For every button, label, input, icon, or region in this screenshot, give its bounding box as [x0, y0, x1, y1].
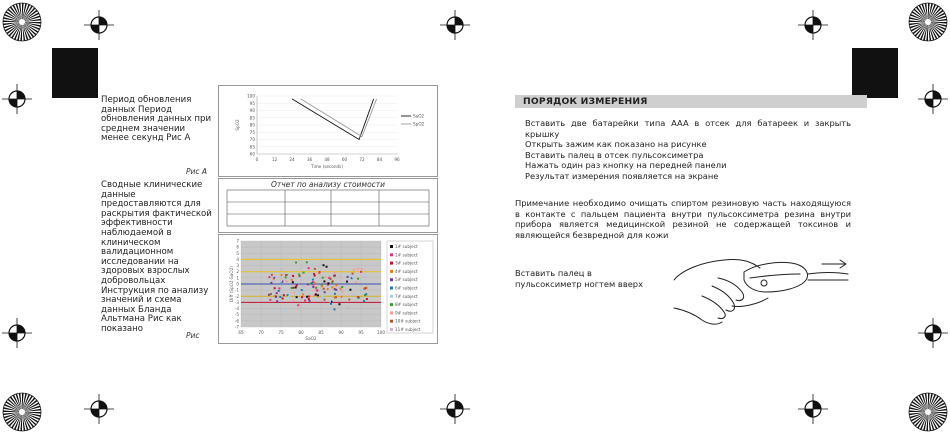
scatter-point: [313, 273, 315, 275]
y-tick-label: 60: [249, 151, 255, 157]
scatter-point: [334, 293, 336, 295]
legend-label: 7# subject: [395, 293, 418, 299]
scatter-point: [293, 299, 295, 301]
scatter-point: [355, 281, 357, 283]
scatter-point: [276, 300, 278, 302]
cleaning-note: Примечание необходимо очищать спиртом резиновую часть находящуюся в контакте с пальцем пациента внутри пульсоксиметра резина внутри прибора является медицинской резиной не содержащей токсинов и являющейся безвредной для кожи: [515, 198, 851, 240]
x-tick-label: 70: [258, 330, 264, 335]
scatter-point: [285, 276, 287, 278]
legend-swatch: [390, 303, 393, 306]
scatter-point: [280, 280, 282, 282]
step-1: Вставить две батарейки типа AAA в отсек для батареек и закрыть крышку: [525, 118, 851, 139]
scatter-point: [286, 280, 288, 282]
update-period-text: Период обновления данных Период обновления данных при среднем значении менее секунд Рис А: [101, 95, 212, 144]
y-tick-label: 7: [236, 238, 239, 244]
y-tick-label: 100: [247, 93, 255, 99]
scatter-point: [335, 284, 337, 286]
legend-label: 6# subject: [395, 285, 418, 291]
scatter-point: [292, 281, 294, 283]
scatter-point: [278, 290, 280, 292]
y-axis-label: Diff (SpO2-SaO2): [229, 266, 234, 302]
scatter-point: [272, 275, 274, 277]
bland-altman-chart: [218, 234, 438, 344]
scatter-point: [347, 307, 349, 309]
page-tab-right: [852, 48, 898, 98]
scatter-point: [353, 269, 355, 271]
scatter-point: [333, 275, 335, 277]
scatter-point: [274, 287, 276, 289]
scatter-point: [340, 296, 342, 298]
scatter-point: [306, 261, 308, 263]
table-title: Отчет по анализу стоимости: [270, 180, 386, 189]
legend-label: 4# subject: [395, 268, 418, 274]
scatter-point: [365, 293, 367, 295]
scatter-point: [308, 295, 310, 297]
sunburst-mark-top-left: [2, 2, 42, 42]
y-tick-label: 95: [249, 100, 255, 106]
x-tick-label: 48: [324, 157, 330, 162]
scatter-point: [281, 268, 283, 270]
scatter-point: [291, 279, 293, 281]
series-line-sao2: [292, 99, 374, 140]
scatter-point: [308, 267, 310, 269]
scatter-point: [323, 288, 325, 290]
y-tick-label: -2: [234, 293, 239, 299]
x-tick-label: 0: [255, 157, 259, 162]
scatter-point: [276, 292, 278, 294]
scatter-point: [268, 276, 270, 278]
x-tick-label: 96: [394, 157, 400, 162]
registration-mark-top-2: [798, 10, 828, 40]
scatter-point: [297, 292, 299, 294]
x-tick-label: 24: [289, 157, 295, 162]
scatter-point: [324, 291, 326, 293]
sunburst-mark-top-right: [908, 2, 948, 42]
scatter-point: [311, 263, 313, 265]
scatter-point: [326, 266, 328, 268]
scatter-point: [323, 299, 325, 301]
scatter-point: [315, 293, 317, 295]
y-tick-label: 3: [236, 263, 239, 269]
legend-swatch: [390, 270, 393, 273]
scatter-point: [280, 264, 282, 266]
y-tick-label: -3: [234, 299, 239, 305]
legend-swatch: [390, 278, 393, 281]
scatter-point: [361, 268, 363, 270]
x-tick-label: 72: [359, 157, 365, 162]
registration-mark-right-1: [918, 84, 948, 114]
scatter-point: [281, 274, 283, 276]
page-tab-left: [52, 48, 98, 98]
scatter-point: [331, 286, 333, 288]
scatter-point: [360, 271, 362, 273]
sunburst-mark-bottom-right: [908, 392, 948, 432]
bland-altman-chart-svg: [219, 235, 437, 343]
y-axis-label: SpO2: [235, 119, 240, 131]
scatter-point: [308, 300, 310, 302]
legend-label: 2# subject: [395, 252, 418, 258]
legend-swatch: [390, 287, 393, 290]
scatter-point: [270, 282, 272, 284]
y-tick-label: 80: [249, 122, 255, 128]
scatter-point: [304, 300, 306, 302]
y-tick-label: 0: [236, 281, 239, 287]
y-tick-label: 4: [236, 256, 239, 262]
scatter-point: [299, 277, 301, 279]
y-tick-label: 1: [236, 275, 239, 281]
scatter-point: [366, 298, 368, 300]
scatter-point: [295, 262, 297, 264]
scatter-point: [288, 295, 290, 297]
scatter-point: [301, 289, 303, 291]
x-tick-label: 36: [306, 157, 313, 162]
scatter-point: [323, 280, 325, 282]
registration-mark-top-1: [84, 10, 114, 40]
x-tick-label: 100: [377, 330, 385, 335]
legend-label: 1# subject: [395, 244, 418, 249]
scatter-point: [352, 276, 354, 278]
legend-label: 9# subject: [395, 310, 418, 316]
scatter-point: [322, 296, 324, 298]
y-tick-label: -7: [234, 324, 239, 330]
step-3: Вставить палец в отсек пульсоксиметра: [525, 149, 704, 160]
scatter-point: [334, 288, 336, 290]
registration-mark-bottom-1: [84, 394, 114, 424]
scatter-point: [357, 278, 359, 280]
scatter-point: [301, 296, 303, 298]
sunburst-mark-bottom-left: [2, 392, 42, 432]
scatter-point: [317, 294, 319, 296]
legend-swatch: [390, 320, 393, 323]
scatter-point: [328, 282, 330, 284]
registration-mark-left-1: [2, 84, 32, 114]
scatter-point: [282, 297, 284, 299]
scatter-point: [363, 276, 365, 278]
scatter-point: [357, 268, 359, 270]
scatter-point: [270, 293, 272, 295]
legend-swatch: [390, 253, 393, 256]
scatter-point: [311, 282, 313, 284]
x-tick-label: 90: [338, 330, 344, 335]
scatter-point: [291, 287, 293, 289]
y-tick-label: 5: [236, 250, 239, 256]
scatter-point: [297, 304, 299, 306]
scatter-point: [339, 275, 341, 277]
scatter-point: [338, 303, 340, 305]
scatter-point: [335, 296, 337, 298]
x-tick-label: 65: [238, 330, 244, 335]
registration-mark-right-2: [918, 318, 948, 348]
scatter-point: [333, 308, 335, 310]
scatter-point: [279, 296, 281, 298]
scatter-point: [292, 275, 294, 277]
figure-b-caption: Рис: [186, 331, 200, 340]
legend-swatch: [390, 262, 393, 265]
x-tick-label: 80: [298, 330, 304, 335]
scatter-point: [347, 276, 349, 278]
registration-mark-top-center-1: [440, 10, 470, 40]
x-tick-label: 85: [318, 330, 324, 335]
x-tick-label: 95: [358, 330, 364, 335]
scatter-point: [293, 292, 295, 294]
scatter-point: [269, 299, 271, 301]
legend-swatch: [390, 245, 393, 248]
legend-swatch: [390, 328, 393, 331]
registration-mark-bottom-2: [798, 394, 828, 424]
scatter-point: [307, 283, 309, 285]
scatter-point: [296, 284, 298, 286]
step-2: Открыть зажим как показано на рисунке: [525, 139, 707, 150]
hand-oximeter-illustration: [672, 250, 852, 330]
y-tick-label: 75: [249, 129, 255, 135]
y-tick-label: 6: [236, 244, 239, 250]
scatter-point: [329, 300, 331, 302]
step-5: Результат измерения появляется на экране: [525, 170, 719, 181]
registration-mark-left-2: [2, 318, 32, 348]
scatter-point: [334, 272, 336, 274]
y-tick-label: -1: [234, 287, 239, 293]
step-4: Нажать один раз кнопку на передней панели: [525, 160, 727, 171]
y-tick-label: 85: [249, 115, 255, 121]
scatter-point: [283, 294, 285, 296]
scatter-point: [332, 280, 334, 282]
section-heading: ПОРЯДОК ИЗМЕРЕНИЯ: [515, 95, 867, 108]
y-tick-label: -6: [234, 318, 239, 324]
scatter-point: [317, 296, 319, 298]
legend-label: SaO2: [413, 113, 425, 119]
scatter-point: [285, 274, 287, 276]
x-axis-label: SaO2: [305, 336, 317, 341]
x-tick-label: 60: [341, 157, 348, 162]
scatter-point: [321, 285, 323, 287]
scatter-point: [308, 298, 310, 300]
scatter-point: [341, 291, 343, 293]
scatter-point: [351, 294, 353, 296]
y-tick-label: 65: [249, 144, 255, 150]
scatter-point: [302, 293, 304, 295]
legend-swatch: [390, 295, 393, 298]
scatter-point: [303, 286, 305, 288]
scatter-point: [324, 276, 326, 278]
spo2-time-chart: [218, 85, 438, 177]
scatter-point: [348, 299, 350, 301]
y-tick-label: -4: [234, 306, 239, 312]
scatter-point: [346, 281, 348, 283]
scatter-point: [312, 277, 314, 279]
legend-label: 3# subject: [395, 260, 418, 266]
spo2-time-chart-svg: [219, 86, 437, 176]
scatter-point: [327, 288, 329, 290]
x-tick-label: 84: [376, 157, 383, 162]
scatter-point: [296, 296, 298, 298]
insert-finger-text: Вставить палец в пульсоксиметр ногтем вверх: [515, 268, 643, 289]
legend-label: 5# subject: [395, 277, 418, 283]
scatter-point: [298, 274, 300, 276]
scatter-point: [273, 280, 275, 282]
scatter-point: [316, 290, 318, 292]
figure-a-caption: Рис А: [186, 167, 208, 176]
y-tick-label: 90: [249, 108, 255, 113]
legend-swatch: [390, 311, 393, 314]
legend-label: 8# subject: [395, 302, 418, 308]
legend-label: 10# subject: [395, 318, 421, 324]
scatter-point: [285, 310, 287, 312]
scatter-point: [341, 286, 343, 288]
x-axis-label: Time (seconds): [311, 164, 343, 169]
scatter-point: [290, 277, 292, 279]
scatter-point: [315, 287, 317, 289]
scatter-point: [278, 287, 280, 289]
scatter-point: [268, 294, 270, 296]
x-tick-label: 75: [278, 330, 284, 335]
registration-mark-bottom-center-1: [440, 394, 470, 424]
scatter-point: [322, 277, 324, 279]
scatter-point: [295, 286, 297, 288]
legend-label: SpO2: [413, 121, 425, 127]
scatter-point: [314, 268, 316, 270]
cost-analysis-table: [218, 178, 438, 233]
scatter-point: [312, 279, 314, 281]
scatter-point: [323, 264, 325, 266]
scatter-point: [357, 296, 359, 298]
scatter-point: [314, 282, 316, 284]
scatter-point: [306, 296, 308, 298]
steps-list: [515, 118, 851, 182]
scatter-point: [318, 265, 320, 267]
scatter-point: [275, 296, 277, 298]
scatter-point: [363, 300, 365, 302]
scatter-point: [303, 289, 305, 291]
table-grid: [219, 189, 437, 231]
y-tick-label: 70: [249, 137, 255, 142]
legend-label: 11# subject: [395, 327, 421, 332]
y-tick-label: -5: [234, 312, 239, 318]
clinical-data-text: Сводные клинические данные предоставляются для раскрытия фактической эффективности наблюдаемой в клиническом валидационном исследовании на здоровых взрослых добровольцах Инструкция по анализу значений и схема данных Бланда Альтмана Рис как показано: [101, 180, 212, 334]
scatter-point: [319, 271, 321, 273]
scatter-point: [312, 286, 314, 288]
scatter-point: [349, 289, 351, 291]
scatter-point: [352, 273, 354, 275]
scatter-point: [330, 278, 332, 280]
scatter-point: [303, 272, 305, 274]
scatter-point: [365, 274, 367, 276]
scatter-point: [366, 287, 368, 289]
y-tick-label: 2: [236, 269, 239, 275]
x-tick-label: 12: [271, 157, 278, 162]
scatter-point: [330, 303, 332, 305]
